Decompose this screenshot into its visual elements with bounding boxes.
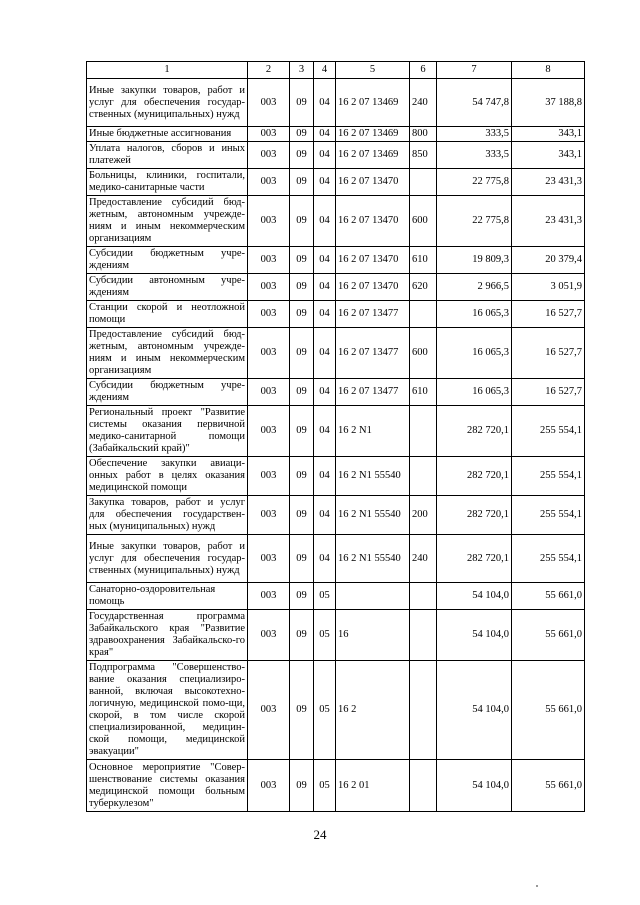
col-4-cell: 04 [314, 247, 336, 274]
row-name-cell: Иные закупки товаров, работ и услуг для обеспечения государ-ственных (муниципальных) нужд [87, 535, 248, 583]
col-7-cell: 16 065,3 [437, 379, 512, 406]
col-7-cell: 282 720,1 [437, 496, 512, 535]
col-3-cell: 09 [290, 79, 314, 127]
col-8-cell: 55 661,0 [512, 661, 585, 760]
row-name-cell: Иные закупки товаров, работ и услуг для обеспечения государ-ственных (муниципальных) нужд [87, 79, 248, 127]
table-row [87, 379, 585, 406]
row-name-cell: Иные бюджетные ассигнования [87, 127, 248, 142]
col-8-cell: 343,1 [512, 142, 585, 169]
col-8-cell: 3 051,9 [512, 274, 585, 301]
row-name-cell: Субсидии автономным учре-ждениям [87, 274, 248, 301]
table-row [87, 274, 585, 301]
col-2-cell: 003 [248, 583, 290, 610]
col-7-cell: 282 720,1 [437, 406, 512, 457]
col-2-cell: 003 [248, 169, 290, 196]
header-cell: 8 [512, 62, 585, 79]
col-3-cell: 09 [290, 583, 314, 610]
col-7-cell: 54 747,8 [437, 79, 512, 127]
col-8-cell: 55 661,0 [512, 583, 585, 610]
table-row [87, 328, 585, 379]
col-2-cell: 003 [248, 535, 290, 583]
col-8-cell: 343,1 [512, 127, 585, 142]
col-7-cell: 333,5 [437, 142, 512, 169]
col-3-cell: 09 [290, 328, 314, 379]
col-6-cell [410, 760, 437, 812]
col-6-cell [410, 457, 437, 496]
header-cell: 1 [87, 62, 248, 79]
col-4-cell: 04 [314, 142, 336, 169]
col-8-cell: 23 431,3 [512, 196, 585, 247]
col-3-cell: 09 [290, 379, 314, 406]
col-5-cell [336, 583, 410, 610]
table-row [87, 583, 585, 610]
row-name-cell: Уплата налогов, сборов и иных платежей [87, 142, 248, 169]
row-name-cell: Основное мероприятие "Совер-шенствование системы оказания медицинской помощи больным туберкулезом" [87, 760, 248, 812]
col-2-cell: 003 [248, 496, 290, 535]
col-5-cell: 16 2 07 13477 [336, 379, 410, 406]
col-7-cell: 16 065,3 [437, 328, 512, 379]
table-row [87, 247, 585, 274]
table-row [87, 661, 585, 760]
col-7-cell: 54 104,0 [437, 610, 512, 661]
header-cell: 7 [437, 62, 512, 79]
col-7-cell: 54 104,0 [437, 661, 512, 760]
table-row [87, 535, 585, 583]
col-7-cell: 282 720,1 [437, 457, 512, 496]
header-cell: 2 [248, 62, 290, 79]
row-name-cell: Больницы, клиники, госпитали, медико-санитарные части [87, 169, 248, 196]
table-body [87, 79, 585, 812]
col-7-cell: 54 104,0 [437, 760, 512, 812]
col-5-cell: 16 2 07 13470 [336, 196, 410, 247]
col-5-cell: 16 2 N1 55540 [336, 457, 410, 496]
col-8-cell: 16 527,7 [512, 379, 585, 406]
table-row [87, 610, 585, 661]
col-6-cell: 200 [410, 496, 437, 535]
col-6-cell [410, 661, 437, 760]
col-2-cell: 003 [248, 610, 290, 661]
col-8-cell: 23 431,3 [512, 169, 585, 196]
col-3-cell: 09 [290, 196, 314, 247]
row-name-cell: Субсидии бюджетным учре-ждениям [87, 247, 248, 274]
col-4-cell: 04 [314, 127, 336, 142]
col-7-cell: 19 809,3 [437, 247, 512, 274]
col-2-cell: 003 [248, 274, 290, 301]
col-6-cell: 240 [410, 79, 437, 127]
col-5-cell: 16 2 07 13469 [336, 127, 410, 142]
table-row [87, 457, 585, 496]
row-name-cell: Станции скорой и неотложной помощи [87, 301, 248, 328]
col-2-cell: 003 [248, 661, 290, 760]
col-7-cell: 2 966,5 [437, 274, 512, 301]
col-6-cell [410, 406, 437, 457]
col-7-cell: 333,5 [437, 127, 512, 142]
col-5-cell: 16 2 07 13477 [336, 328, 410, 379]
col-3-cell: 09 [290, 496, 314, 535]
col-2-cell: 003 [248, 127, 290, 142]
col-3-cell: 09 [290, 127, 314, 142]
col-3-cell: 09 [290, 610, 314, 661]
col-5-cell: 16 2 N1 [336, 406, 410, 457]
col-2-cell: 003 [248, 406, 290, 457]
col-6-cell: 240 [410, 535, 437, 583]
col-4-cell: 05 [314, 610, 336, 661]
col-7-cell: 16 065,3 [437, 301, 512, 328]
row-name-cell: Санаторно-оздоровительная помощь [87, 583, 248, 610]
table-row [87, 760, 585, 812]
page-number: 24 [313, 827, 327, 842]
col-5-cell: 16 2 07 13470 [336, 169, 410, 196]
col-4-cell: 04 [314, 274, 336, 301]
header-cell: 5 [336, 62, 410, 79]
col-5-cell: 16 2 N1 55540 [336, 535, 410, 583]
col-2-cell: 003 [248, 760, 290, 812]
row-name-cell: Субсидии бюджетным учре-ждениям [87, 379, 248, 406]
row-name-cell: Предоставление субсидий бюд-жетным, автономным учрежде-ниям и иным некоммерческим организациям [87, 328, 248, 379]
col-8-cell: 255 554,1 [512, 496, 585, 535]
col-4-cell: 04 [314, 457, 336, 496]
col-8-cell: 37 188,8 [512, 79, 585, 127]
col-3-cell: 09 [290, 760, 314, 812]
col-4-cell: 04 [314, 496, 336, 535]
col-8-cell: 16 527,7 [512, 328, 585, 379]
header-cell: 3 [290, 62, 314, 79]
col-4-cell: 04 [314, 196, 336, 247]
row-name-cell: Региональный проект "Развитие системы оказания первичной медико-санитарной помощи (Забайкальский край)" [87, 406, 248, 457]
col-5-cell: 16 2 07 13470 [336, 247, 410, 274]
col-3-cell: 09 [290, 535, 314, 583]
col-7-cell: 22 775,8 [437, 196, 512, 247]
col-4-cell: 05 [314, 760, 336, 812]
row-name-cell: Обеспечение закупки авиаци-онных работ в целях оказания медицинской помощи [87, 457, 248, 496]
col-2-cell: 003 [248, 457, 290, 496]
col-8-cell: 255 554,1 [512, 457, 585, 496]
table-row [87, 196, 585, 247]
col-2-cell: 003 [248, 379, 290, 406]
col-4-cell: 04 [314, 406, 336, 457]
col-4-cell: 04 [314, 301, 336, 328]
col-8-cell: 255 554,1 [512, 406, 585, 457]
col-6-cell [410, 583, 437, 610]
table-row [87, 496, 585, 535]
col-6-cell: 600 [410, 328, 437, 379]
col-5-cell: 16 2 01 [336, 760, 410, 812]
row-name-cell: Подпрограмма "Совершенство-вание оказания специализиро-ванной, включая высокотехно-логичную, медицинской помо-щи, скорой, в том числе скорой специализированной, медицин-ской помощи, медицинской эвакуации" [87, 661, 248, 760]
col-3-cell: 09 [290, 169, 314, 196]
col-5-cell: 16 2 07 13469 [336, 142, 410, 169]
col-3-cell: 09 [290, 142, 314, 169]
col-7-cell: 22 775,8 [437, 169, 512, 196]
row-name-cell: Государственная программа Забайкальского края "Развитие здравоохранения Забайкальско-го края" [87, 610, 248, 661]
col-2-cell: 003 [248, 196, 290, 247]
col-2-cell: 003 [248, 142, 290, 169]
table-row [87, 127, 585, 142]
table-row [87, 142, 585, 169]
col-7-cell: 282 720,1 [437, 535, 512, 583]
col-6-cell [410, 169, 437, 196]
col-4-cell: 05 [314, 583, 336, 610]
col-4-cell: 04 [314, 535, 336, 583]
col-6-cell: 620 [410, 274, 437, 301]
col-5-cell: 16 2 [336, 661, 410, 760]
table-row [87, 301, 585, 328]
col-6-cell: 610 [410, 379, 437, 406]
header-cell: 4 [314, 62, 336, 79]
col-3-cell: 09 [290, 406, 314, 457]
table-row [87, 406, 585, 457]
col-2-cell: 003 [248, 79, 290, 127]
scan-speck [536, 885, 538, 887]
header-cell: 6 [410, 62, 437, 79]
col-5-cell: 16 2 07 13477 [336, 301, 410, 328]
table-row [87, 169, 585, 196]
col-5-cell: 16 [336, 610, 410, 661]
col-3-cell: 09 [290, 274, 314, 301]
col-6-cell: 850 [410, 142, 437, 169]
budget-table [86, 61, 585, 812]
col-5-cell: 16 2 07 13469 [336, 79, 410, 127]
col-4-cell: 05 [314, 661, 336, 760]
col-8-cell: 55 661,0 [512, 610, 585, 661]
row-name-cell: Предоставление субсидий бюд-жетным, автономным учрежде-ниям и иным некоммерческим организациям [87, 196, 248, 247]
col-6-cell: 600 [410, 196, 437, 247]
col-8-cell: 20 379,4 [512, 247, 585, 274]
row-name-cell: Закупка товаров, работ и услуг для обеспечения государствен-ных (муниципальных) нужд [87, 496, 248, 535]
col-3-cell: 09 [290, 247, 314, 274]
col-3-cell: 09 [290, 301, 314, 328]
col-4-cell: 04 [314, 79, 336, 127]
col-6-cell [410, 610, 437, 661]
col-3-cell: 09 [290, 661, 314, 760]
col-6-cell: 800 [410, 127, 437, 142]
col-4-cell: 04 [314, 379, 336, 406]
col-2-cell: 003 [248, 301, 290, 328]
col-6-cell [410, 301, 437, 328]
col-4-cell: 04 [314, 169, 336, 196]
table-row [87, 79, 585, 127]
col-2-cell: 003 [248, 328, 290, 379]
col-6-cell: 610 [410, 247, 437, 274]
col-4-cell: 04 [314, 328, 336, 379]
col-8-cell: 255 554,1 [512, 535, 585, 583]
col-7-cell: 54 104,0 [437, 583, 512, 610]
header-row [87, 62, 585, 79]
col-5-cell: 16 2 07 13470 [336, 274, 410, 301]
col-8-cell: 55 661,0 [512, 760, 585, 812]
col-3-cell: 09 [290, 457, 314, 496]
col-8-cell: 16 527,7 [512, 301, 585, 328]
col-5-cell: 16 2 N1 55540 [336, 496, 410, 535]
col-2-cell: 003 [248, 247, 290, 274]
